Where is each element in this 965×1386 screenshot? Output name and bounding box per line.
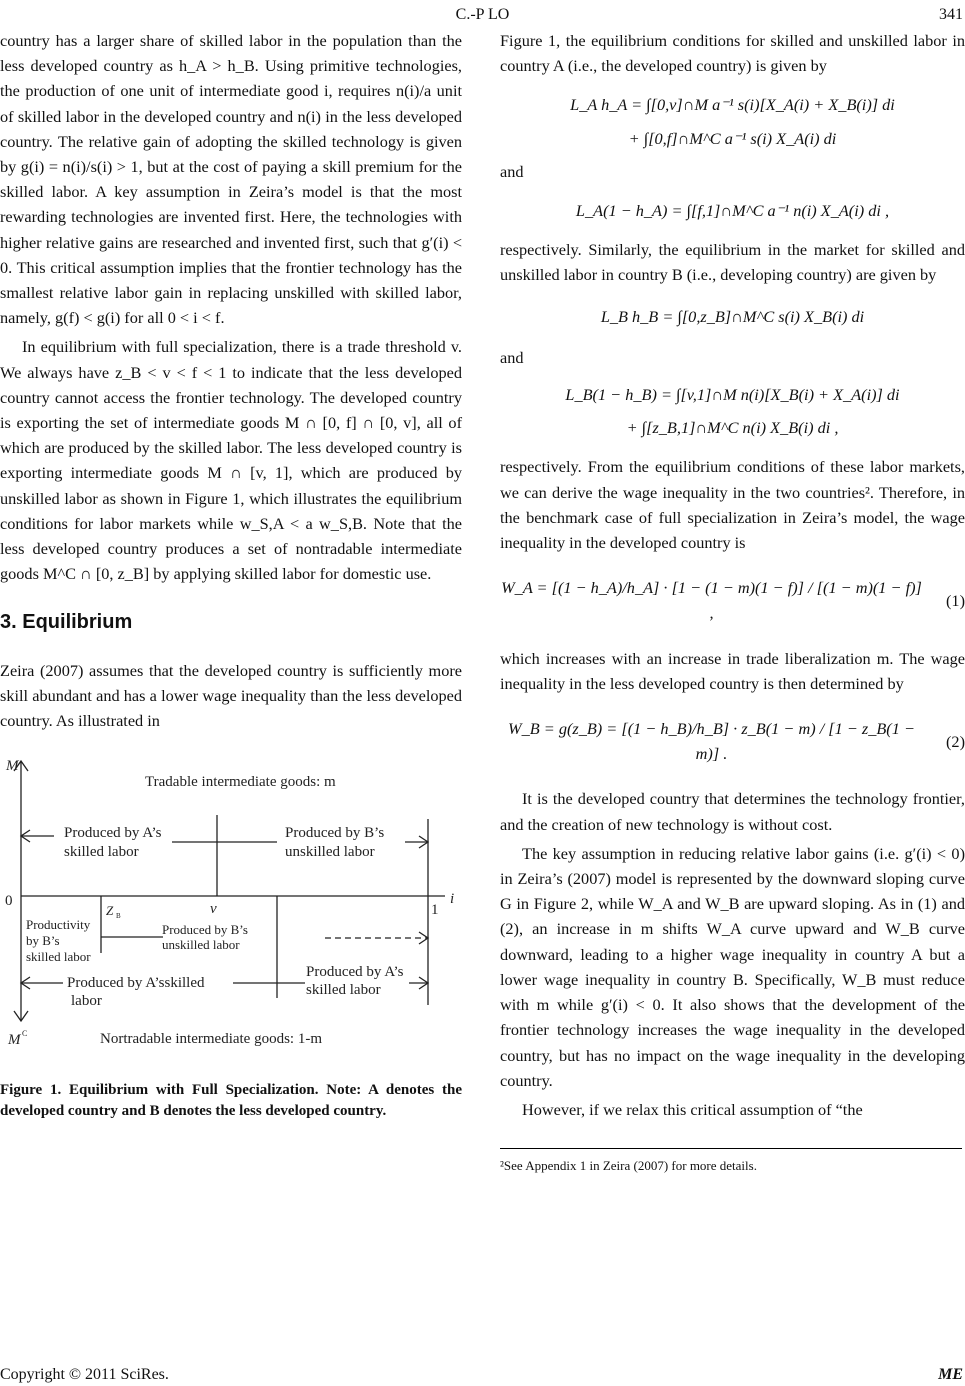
figure-bottom-title: Nortradable intermediate goods: 1-m (100, 1031, 323, 1048)
label: skilled labor (64, 844, 139, 861)
equation-1 (500, 575, 965, 625)
label: unskilled labor (285, 844, 375, 861)
label: Produced by B’s (162, 922, 248, 938)
tick-label-1: 1 (431, 902, 439, 919)
text: and (500, 161, 524, 181)
equation-body: W_B = g(z_B) = [(1 − h_B)/h_B] · z_B(1 − m) / [1 − z_B(1 − m)] . (508, 719, 915, 764)
running-header-author: C.-P LO (455, 6, 510, 23)
equation-body: W_A = [(1 − h_A)/h_A] · [1 − (1 − m)(1 − f)] / [(1 − m)(1 − f)] , (501, 578, 922, 623)
tick-label-v: v (210, 901, 217, 918)
label: unskilled labor (162, 937, 240, 953)
equation-number: (1) (946, 590, 965, 610)
paragraph: Zeira (2007) assumes that the developed country is sufficiently more skill abundant and has a lower wage inequality than the less developed country. As illustrated in (0, 660, 462, 731)
paragraph: country has a larger share of skilled labor in the population than the less developed country as h_A > h_B. Using primitive technologies, the production of one unit of intermediate good i, requires n(i)/a unit of skilled labor in the developed country and n(i) in the less developed country. The relative gain of adopting the skilled technology is given by g(i) = n(i)/s(i) > 1, but at the cost of paying a skill premium for the skilled labor. A key assumption in Zeira’s model is that the most rewarding technologies are invented first. Here, the technologies with higher relative gains are researched and invented first, such that g′(i) < 0. This critical assumption implies that the frontier technology has the smallest relative labor gain in replacing unskilled with skilled labor, namely, g(f) < g(i) for all 0 < i < f. (0, 31, 462, 328)
equation: L_B h_B = ∫[0,z_B]∩M^C s(i) X_B(i) di (600, 306, 865, 326)
axis-label-mc-sup: C (22, 1029, 28, 1039)
equation: L_A(1 − h_A) = ∫[f,1]∩M^C a⁻¹ n(i) X_A(i) di , (575, 201, 890, 221)
origin-label: 0 (5, 893, 13, 910)
left-column (0, 28, 462, 1122)
label: skilled labor (306, 982, 381, 999)
label: Productivity (26, 917, 91, 933)
label: Produced by A’s (306, 964, 404, 981)
axis-label-m: M (6, 758, 19, 775)
right-column (500, 28, 965, 1178)
journal-abbrev: ME (938, 1366, 963, 1383)
label: Produced by B’s (285, 825, 385, 842)
label: skilled labor (26, 949, 91, 965)
axis-label-mc: M (8, 1032, 21, 1049)
text: and (500, 347, 524, 367)
equation: + ∫[0,f]∩M^C a⁻¹ s(i) X_A(i) di (628, 128, 837, 148)
tick-label-zb-sub: B (116, 912, 121, 921)
paragraph: In equilibrium with full specialization, there is a trade threshold v. We always have z_B < v < f < 1 to indicate that the less developed country cannot access the frontier technology. The developed country is exporting the set of intermediate goods M ∩ [0, f] ∩ [0, v], all of which are produced by the skilled labor. The less developed country is exporting intermediate goods M ∩ [v, 1], which are produced by unskilled labor as shown in Figure 1, which illustrates the equilibrium conditions for labor markets while w_S,A < a w_S,B. Note that the less developed country produces a set of nontradable intermediate goods M^C ∩ [0, z_B] by applying skilled labor for domestic use. (0, 337, 462, 584)
tick-label-zb: Z (106, 903, 114, 919)
copyright: Copyright © 2011 SciRes. (0, 1366, 169, 1383)
paragraph: It is the developed country that determines the technology frontier, and the creation of new technology is without cost. (500, 789, 965, 834)
footnote: ²See Appendix 1 in Zeira (2007) for more details. (500, 1148, 962, 1178)
paragraph: Figure 1, the equilibrium conditions for skilled and unskilled labor in country A (i.e., the developed country) is given by (500, 31, 965, 76)
equation: + ∫[z_B,1]∩M^C n(i) X_B(i) di , (626, 418, 839, 438)
equation-number: (2) (946, 731, 965, 751)
equation: L_A h_A = ∫[0,v]∩M a⁻¹ s(i)[X_A(i) + X_B(i)] di (570, 95, 895, 115)
paragraph: respectively. Similarly, the equilibrium in the market for skilled and unskilled labor in country B (i.e., developing country) are given by (500, 240, 965, 285)
label: labor (71, 993, 102, 1010)
paragraph: which increases with an increase in trade liberalization m. The wage inequality in the less developed country is then determined by (500, 648, 965, 693)
equation-2 (500, 716, 965, 766)
label: Produced by A’sskilled (67, 975, 205, 992)
label: Produced by A’s (64, 825, 162, 842)
page-number: 341 (939, 6, 963, 23)
label: by B’s (26, 933, 60, 949)
figure-caption: Figure 1. Equilibrium with Full Specialization. Note: A denotes the developed country and B denotes the less developed country. (0, 1082, 462, 1120)
axis-label-i: i (450, 891, 455, 908)
equation: L_B(1 − h_B) = ∫[v,1]∩M n(i)[X_B(i) + X_A(i)] di (565, 385, 900, 405)
figure-top-title: Tradable intermediate goods: m (145, 774, 336, 791)
paragraph: However, if we relax this critical assumption of “the (522, 1099, 863, 1119)
paragraph: The key assumption in reducing relative labor gains (i.e. g′(i) < 0) in Zeira’s (2007) model is represented by the downward sloping curve G in Figure 2, while W_A and W_B are upward sloping. As in (1) and (2), an increase in m shifts W_A curve upward and W_B curve downward, leading to a higher wage inequality in country A but a lower wage inequality in country B. Specifically, W_B must reduce with m while g′(i) < 0. It also shows that the development of the frontier technology increases the wage inequality in the developed country, but has no impact on the wage inequality in the developing country. (500, 843, 965, 1090)
paragraph: respectively. From the equilibrium conditions of these labor markets, we can derive the wage inequality in the two countries². Therefore, in the benchmark case of full specialization in Zeira’s model, the wage inequality in the developed country is (500, 457, 965, 553)
section-heading: 3. Equilibrium (0, 611, 133, 634)
figure-1-diagram (0, 753, 462, 1053)
